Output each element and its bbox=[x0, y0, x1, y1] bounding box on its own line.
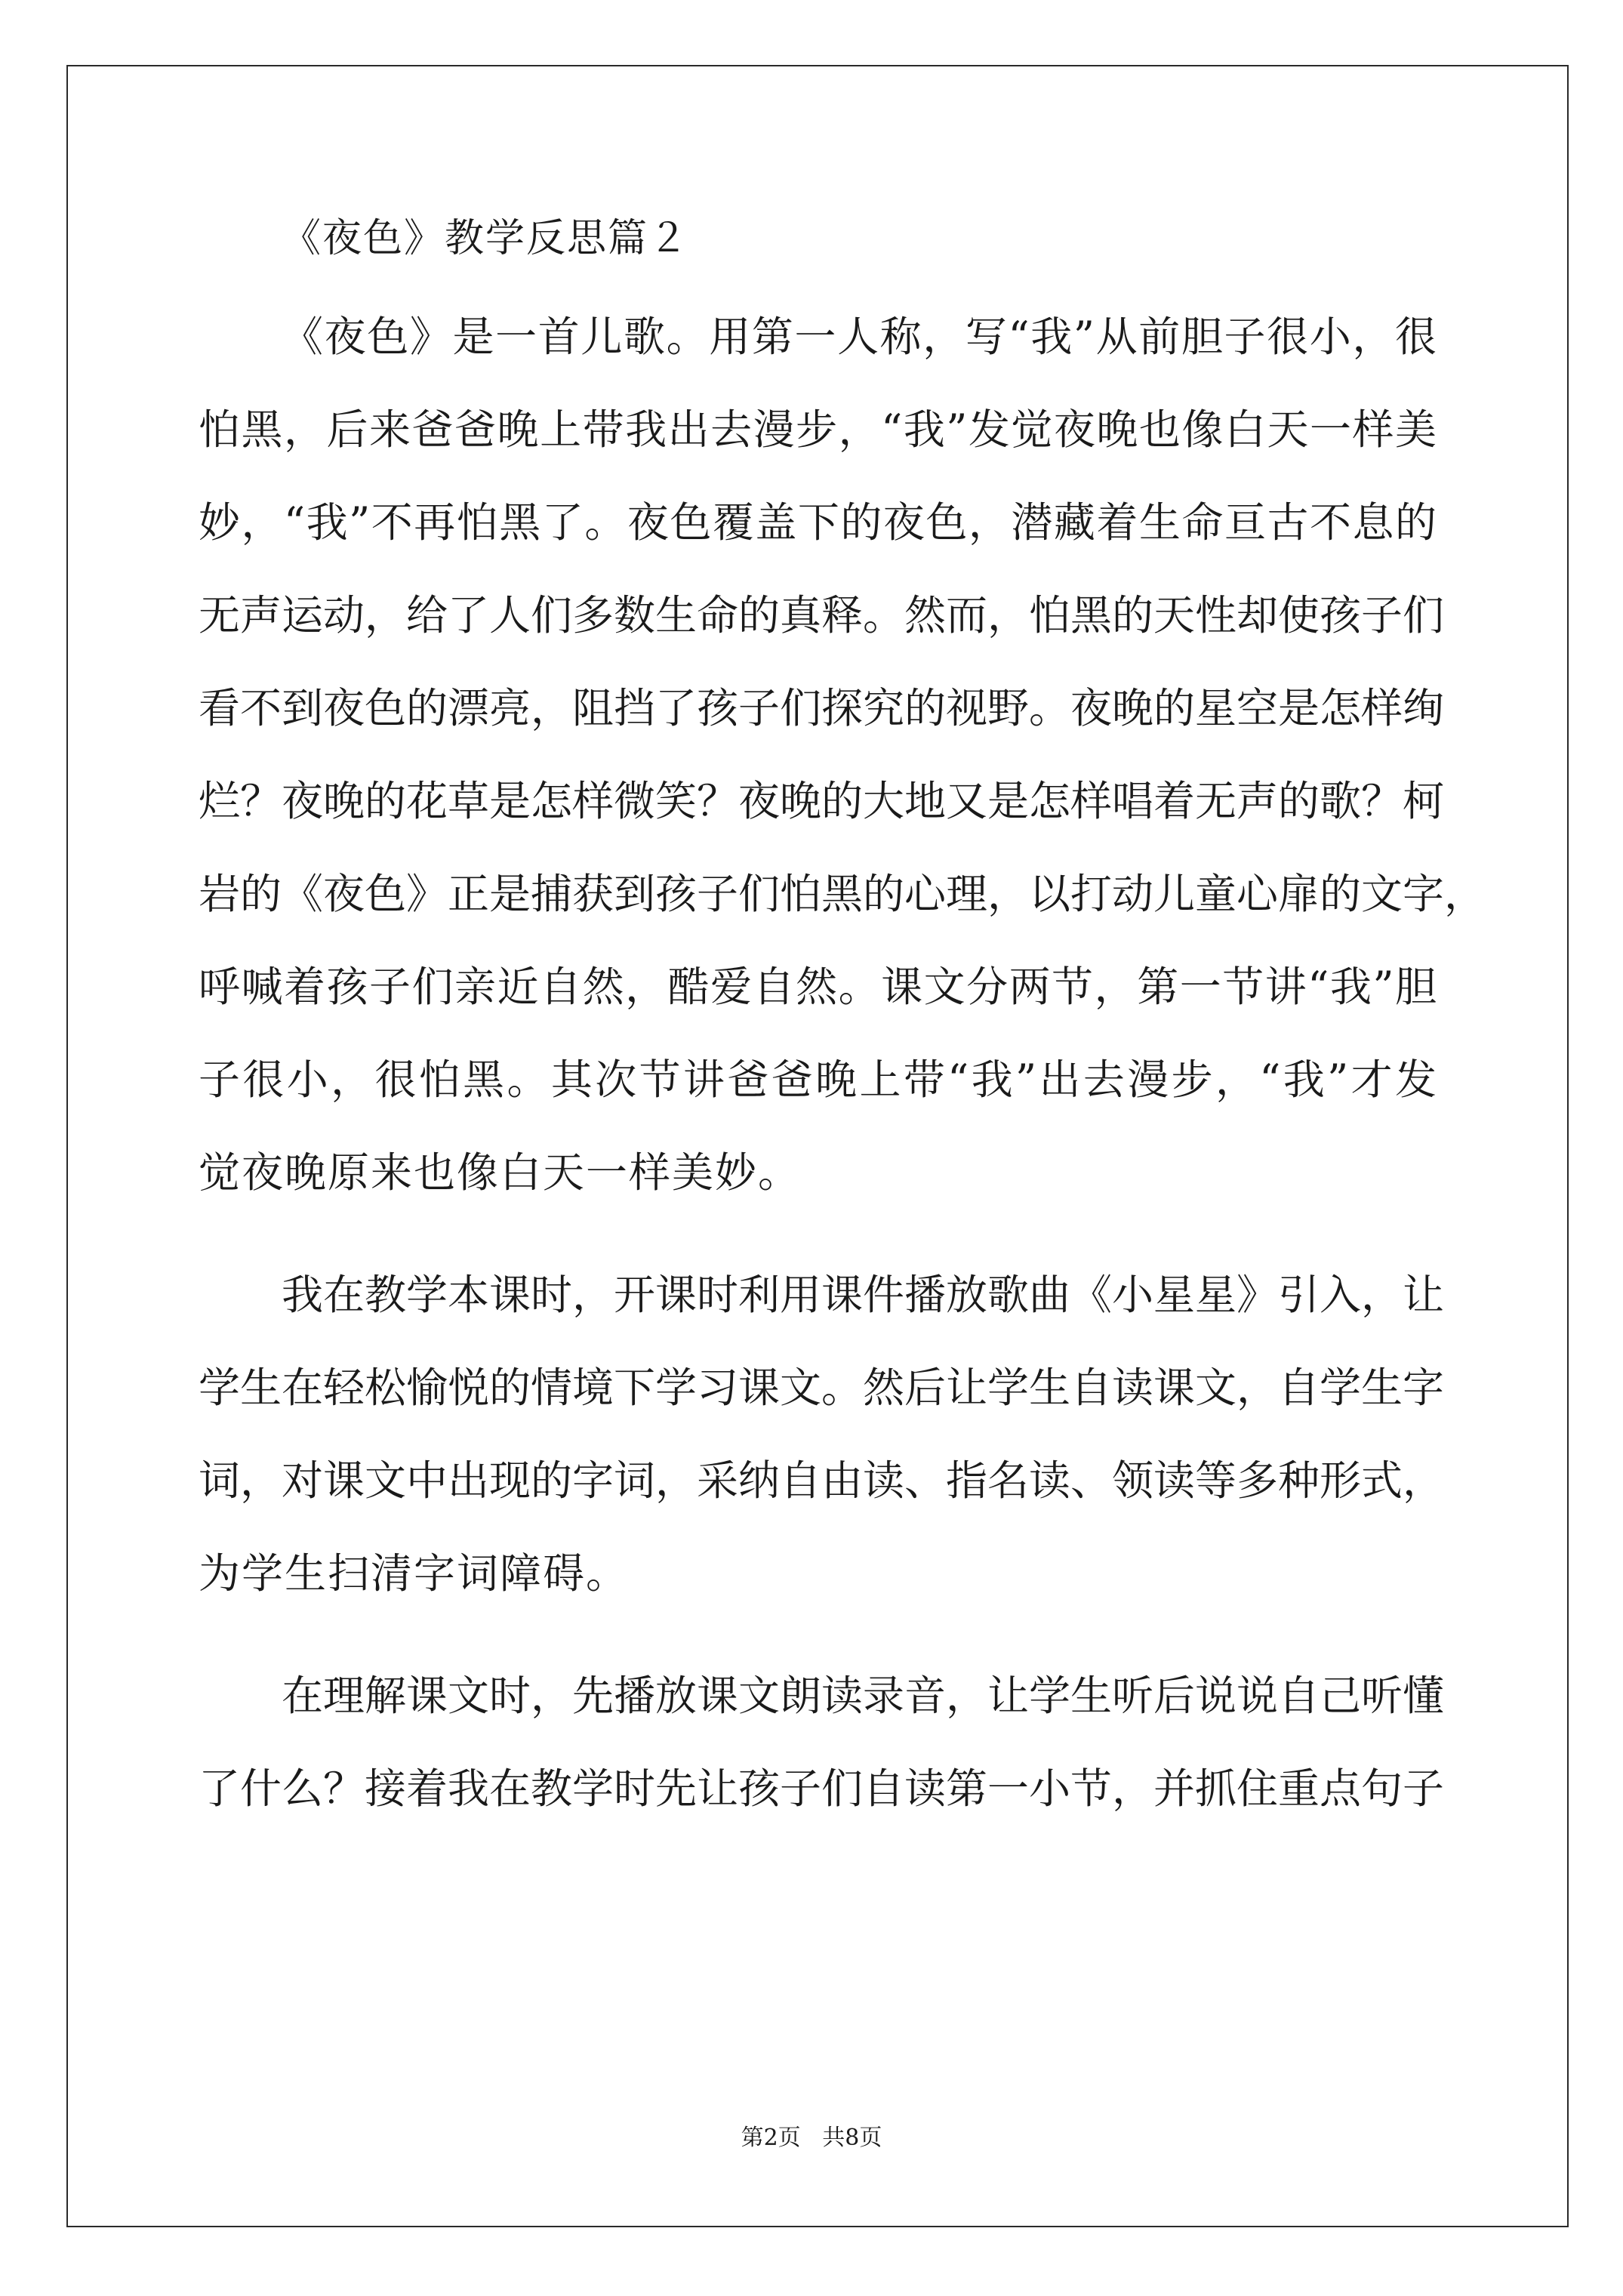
paragraph-1 bbox=[199, 310, 1486, 1238]
page-number-footer: 第2页 共8页 bbox=[741, 2125, 882, 2151]
text-line: 学生在轻松愉悦的情境下学习课文。然后让学生自读课文，自学生字 bbox=[199, 1364, 1445, 1412]
text-line: 了什么？接着我在教学时先让孩子们自读第一小节，并抓住重点句子 bbox=[199, 1764, 1445, 1813]
text-line: 怕黑，后来爸爸晚上带我出去漫步，“我”发觉夜晚也像白天一样美 bbox=[199, 405, 1437, 454]
section-heading: 《夜色》教学反思篇２ bbox=[282, 216, 690, 261]
text-line: 子很小，很怕黑。其次节讲爸爸晚上带“我”出去漫步，“我”才发 bbox=[199, 1056, 1437, 1104]
text-line: 《夜色》是一首儿歌。用第一人称，写“我”从前胆子很小，很 bbox=[282, 313, 1437, 361]
text-line: 妙，“我”不再怕黑了。夜色覆盖下的夜色，潜藏着生命亘古不息的 bbox=[199, 498, 1437, 547]
text-line: 无声运动，给了人们多数生命的真释。然而，怕黑的天性却使孩子们 bbox=[199, 591, 1445, 639]
text-line: 在理解课文时，先播放课文朗读录音，让学生听后说说自己听懂 bbox=[282, 1672, 1445, 1720]
paragraph-3 bbox=[199, 1669, 1445, 1854]
text-line: 岩的《夜色》正是捕获到孩子们怕黑的心理，以打动儿童心扉的文字， bbox=[199, 870, 1486, 918]
paragraph-2 bbox=[199, 1268, 1445, 1639]
text-line: 觉夜晚原来也像白天一样美妙。 bbox=[199, 1148, 802, 1197]
text-line: 呼喊着孩子们亲近自然，酷爱自然。课文分两节，第一节讲“我”胆 bbox=[199, 963, 1437, 1011]
text-line: 为学生扫清字词障碍。 bbox=[199, 1549, 630, 1598]
text-line: 我在教学本课时，开课时利用课件播放歌曲《小星星》引入，让 bbox=[282, 1271, 1445, 1319]
document-body bbox=[199, 211, 1486, 1884]
text-line: 看不到夜色的漂亮，阻挡了孩子们探究的视野。夜晚的星空是怎样绚 bbox=[199, 684, 1445, 732]
text-line: 词，对课文中出现的字词，采纳自由读、指名读、领读等多种形式， bbox=[199, 1456, 1445, 1505]
text-line: 烂？夜晚的花草是怎样微笑？夜晚的大地又是怎样唱着无声的歌？柯 bbox=[199, 777, 1445, 825]
